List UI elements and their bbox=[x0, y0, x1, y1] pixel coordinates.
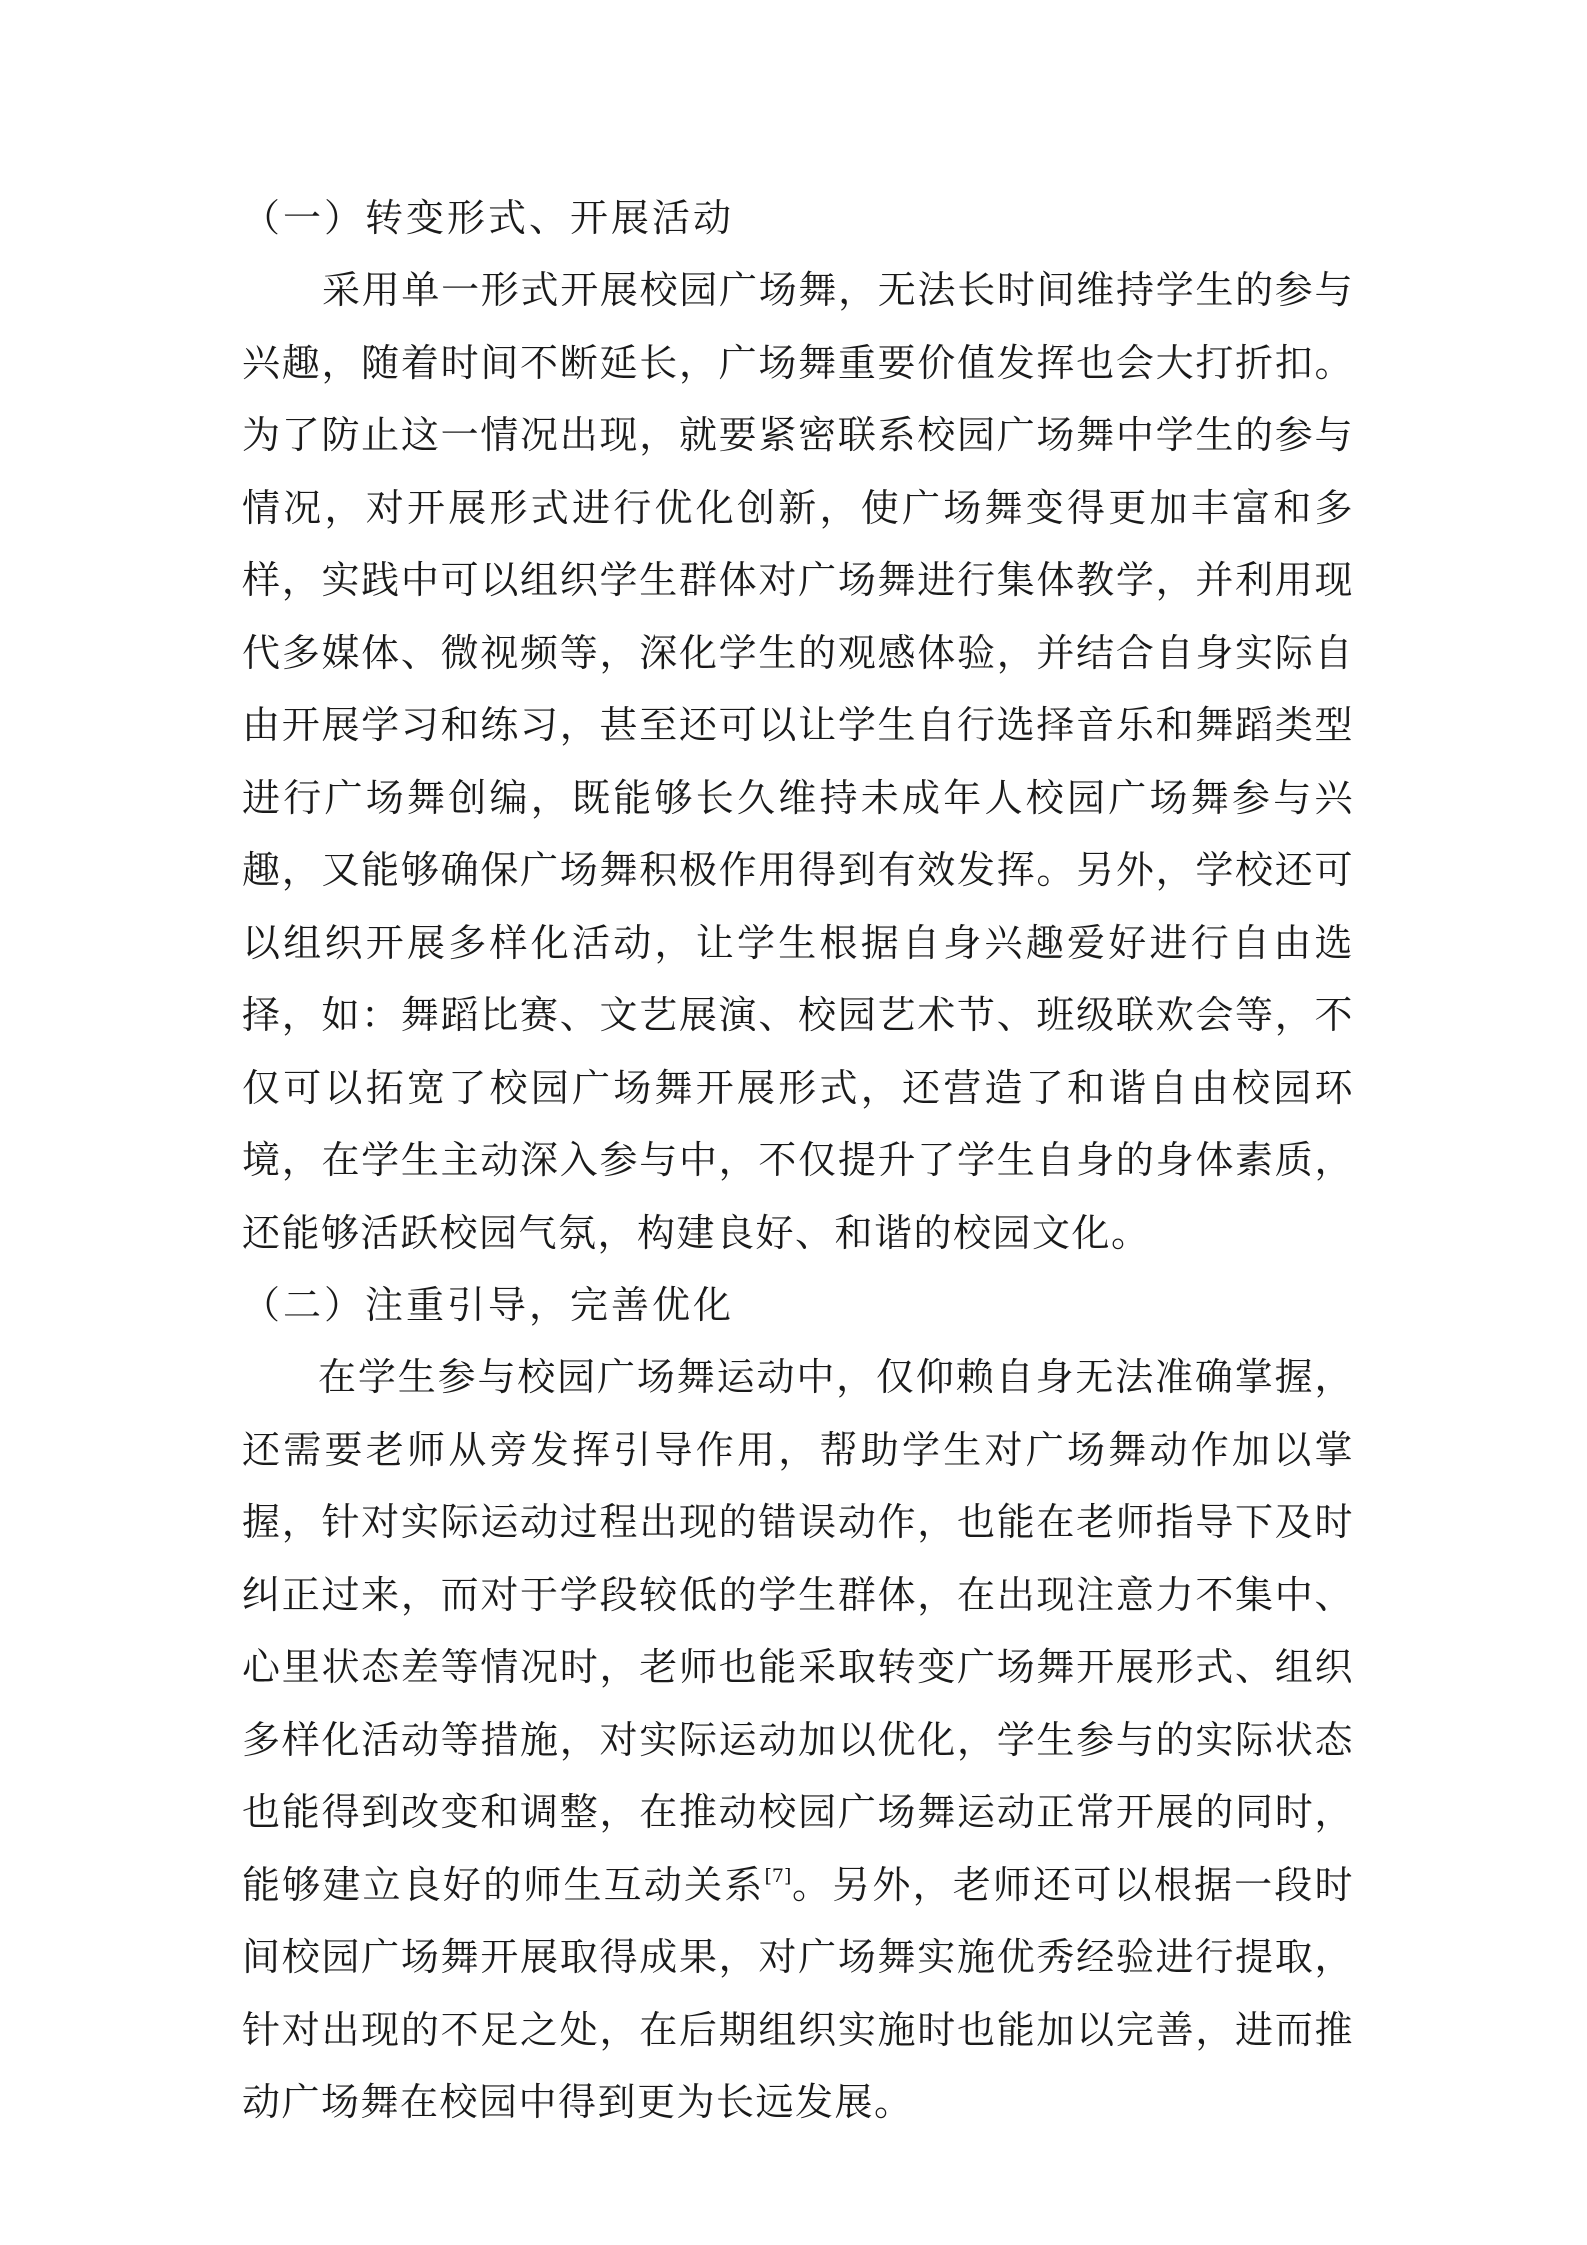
paragraph-text-after-citation: 。另外，老师还可以根据一段时间校园广场舞开展取得成果，对广场舞实施优秀经验进行提取，针对出现的不足之处，在后期组织实施时也能加以完善，进而推动广场舞在校园中得到更为长远发展。 bbox=[242, 1862, 1354, 2124]
section-heading-1: （一）转变形式、开展活动 bbox=[242, 196, 735, 240]
paragraph-text-before-citation: 在学生参与校园广场舞运动中，仅仰赖自身无法准确掌握，还需要老师从旁发挥引导作用，帮助学生对广场舞动作加以掌握，针对实际运动过程出现的错误动作，也能在老师指导下及时纠正过来，而对于学段较低的学生群体，在出现注意力不集中、心里状态差等情况时，老师也能采取转变广场舞开展形式、组织多样化活动等措施，对实际运动加以优化，学生参与的实际状态也能得到改变和调整，在推动校园广场舞运动正常开展的同时，能够建立良好的师生互动关系 bbox=[242, 1355, 1354, 1907]
section-paragraph-2 bbox=[242, 1341, 1354, 2139]
section-paragraph-1: 采用单一形式开展校园广场舞，无法长时间维持学生的参与兴趣，随着时间不断延长，广场舞重要价值发挥也会大打折扣。为了防止这一情况出现，就要紧密联系校园广场舞中学生的参与情况，对开展形式进行优化创新，使广场舞变得更加丰富和多样，实践中可以组织学生群体对广场舞进行集体教学，并利用现代多媒体、微视频等，深化学生的观感体验，并结合自身实际自由开展学习和练习，甚至还可以让学生自行选择音乐和舞蹈类型进行广场舞创编，既能够长久维持未成年人校园广场舞参与兴趣，又能够确保广场舞积极作用得到有效发挥。另外，学校还可以组织开展多样化活动，让学生根据自身兴趣爱好进行自由选择，如：舞蹈比赛、文艺展演、校园艺术节、班级联欢会等，不仅可以拓宽了校园广场舞开展形式，还营造了和谐自由校园环境，在学生主动深入参与中，不仅提升了学生自身的身体素质，还能够活跃校园气氛，构建良好、和谐的校园文化。 bbox=[242, 268, 1354, 1255]
document-body bbox=[242, 182, 1354, 2139]
section-heading-2: （二）注重引导，完善优化 bbox=[242, 1283, 735, 1327]
citation-reference[interactable]: [7] bbox=[764, 1864, 792, 1887]
